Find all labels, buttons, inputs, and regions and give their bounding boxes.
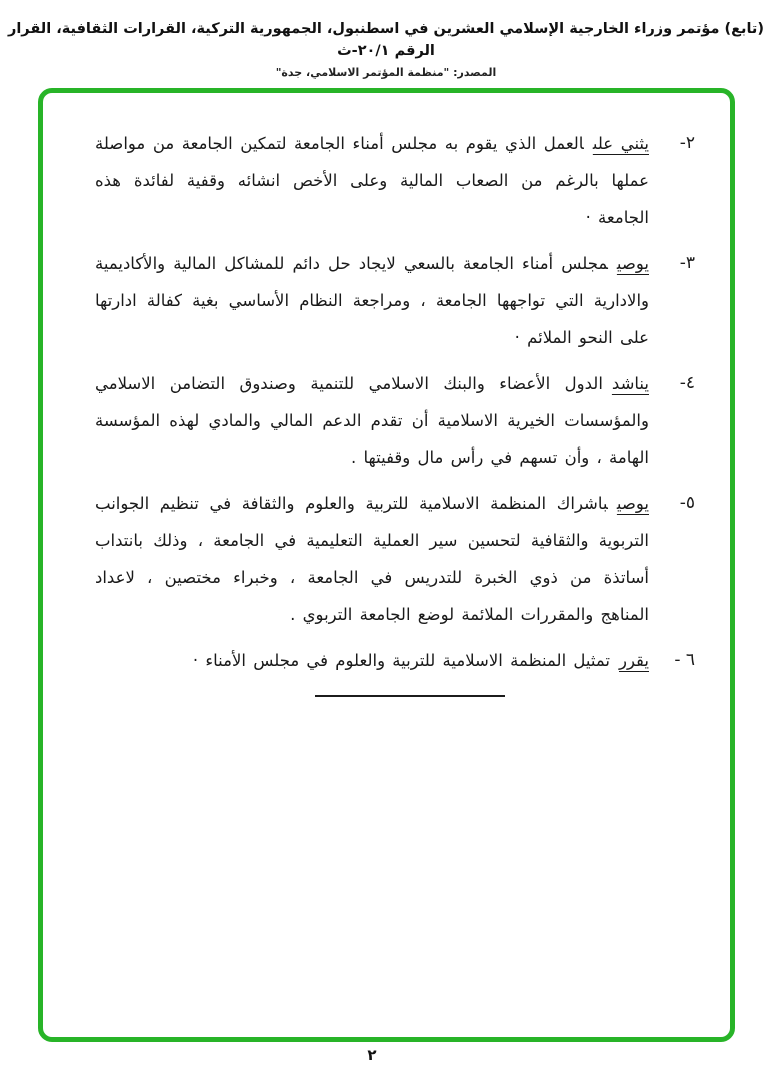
item-number: ٢- xyxy=(679,133,695,153)
item-number: ٥- xyxy=(679,493,695,513)
item-text xyxy=(95,365,649,476)
end-of-text-divider xyxy=(315,695,505,697)
item-body-text: الدول الأعضاء والبنك الاسلامي للتنمية وصندوق التضامن الاسلامي والمؤسسات الخيرية الاسلامية أن تقدم الدعم المالي والمادي لهذه المؤسسة الهامة ، وأن تسهم في رأس مال وقفيتها . xyxy=(95,374,649,467)
item-text xyxy=(95,245,649,356)
resolution-item-5 xyxy=(95,485,695,633)
item-body-text: باشراك المنظمة الاسلامية للتربية والعلوم والثقافة في تنظيم الجوانب التربوية والثقافية لتحسين سير العملية التعليمية في الجامعة ، وذلك بانتداب أساتذة من ذوي الخبرة للتدريس في الجامعة ، وخبراء مختصين ، لاعداد المناهج والمقررات الملائمة لوضع الجامعة التربوي . xyxy=(95,494,649,624)
item-number: ٤- xyxy=(679,373,695,393)
item-lead-word: يوصي xyxy=(616,254,649,273)
resolution-item-2 xyxy=(95,125,695,236)
item-body-text: تمثيل المنظمة الاسلامية للتربية والعلوم في مجلس الأمناء · xyxy=(192,651,610,670)
item-number: ٦ - xyxy=(674,650,695,670)
item-lead-word: يناشد xyxy=(611,374,649,393)
item-lead-word: يوصي xyxy=(616,494,649,513)
item-body-text: العمل الذي يقوم به مجلس أمناء الجامعة لتمكين الجامعة من مواصلة عملها بالرغم من الصعاب المالية وعلى الأخص انشائه وقفية لفائدة هذه الجامعة · xyxy=(95,134,649,227)
item-lead-word: يثني على xyxy=(592,134,649,153)
document-header xyxy=(0,18,772,79)
resolution-body xyxy=(43,93,730,1037)
item-number: ٣- xyxy=(679,253,695,273)
document-source-line: المصدر: "منظمة المؤتمر الاسلامي، جدة" xyxy=(275,66,497,79)
item-text xyxy=(95,485,649,633)
item-body-text: مجلس أمناء الجامعة بالسعي لايجاد حل دائم للمشاكل المالية والأكاديمية والادارية التي تواجهها الجامعة ، ومراجعة النظام الأساسي بغية كفالة ادارتها على النحو الملائم · xyxy=(95,254,649,347)
document-title: (تابع) مؤتمر وزراء الخارجية الإسلامي العشرين في اسطنبول، الجمهورية التركية، القرارات الثقافية، القرار الرقم ٢٠/١-ث xyxy=(7,21,764,59)
item-lead-word: يقرر xyxy=(618,651,649,670)
resolution-item-4 xyxy=(95,365,695,476)
item-text xyxy=(95,642,649,679)
item-text xyxy=(95,125,649,236)
resolution-item-3 xyxy=(95,245,695,356)
green-border-frame xyxy=(38,88,735,1042)
page-number: ٢ xyxy=(367,1046,377,1064)
resolution-item-6 xyxy=(95,642,695,679)
